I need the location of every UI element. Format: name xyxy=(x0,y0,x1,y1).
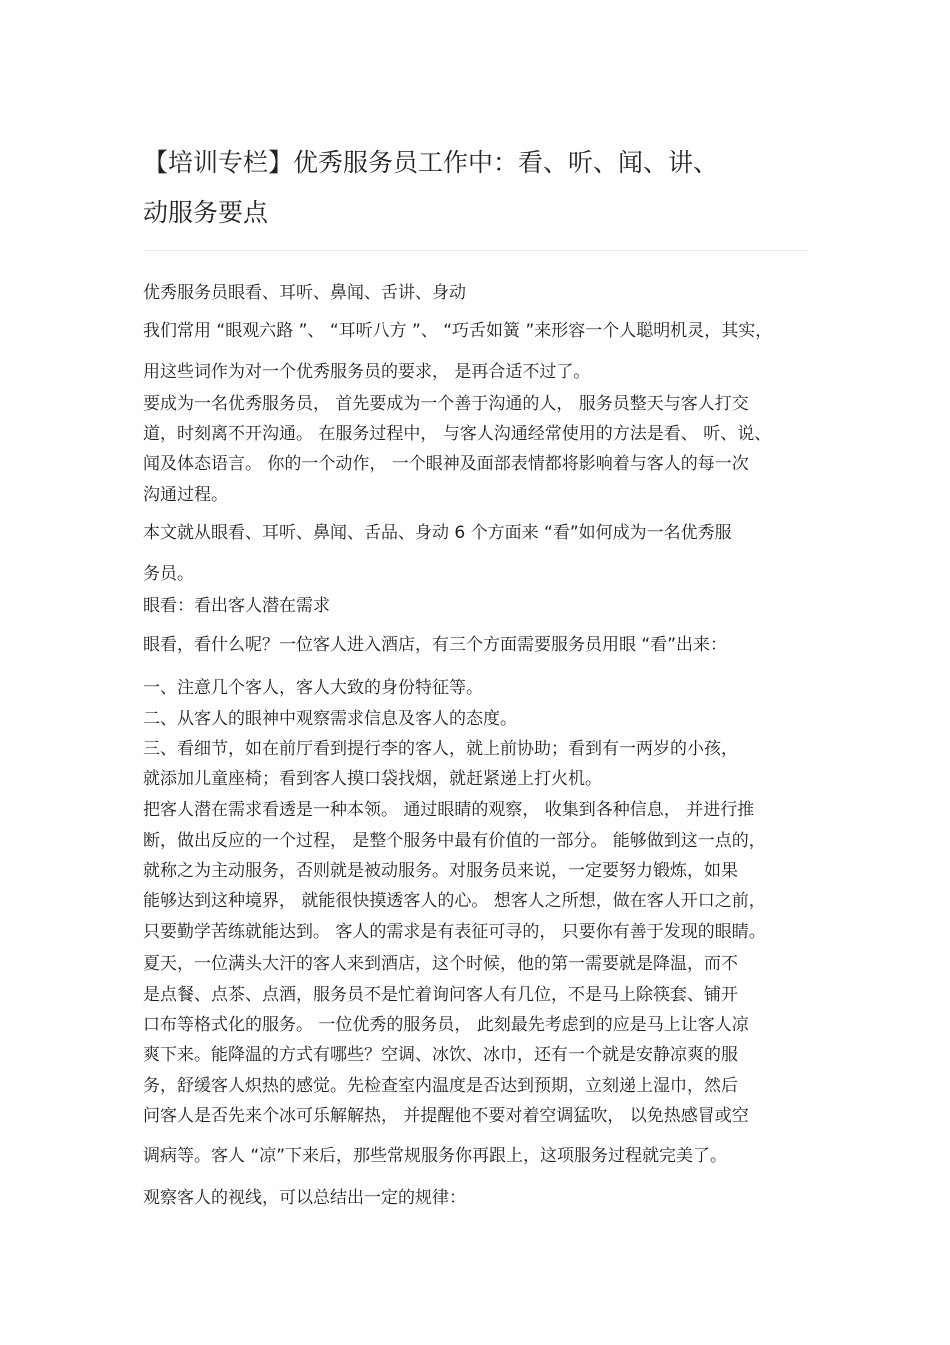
article-title-line-1: 【培训专栏】优秀服务员工作中：看、听、闻、讲、 xyxy=(143,148,719,177)
list-item: 三、看细节，如在前厅看到提行李的客人，就上前协助；看到有一两岁的小孩， xyxy=(143,739,738,759)
body-line: 务员。 xyxy=(143,564,194,584)
body-line: 问客人是否先来个冰可乐解解热， 并提醒他不要对着空调猛吹， 以免热感冒或空 xyxy=(143,1106,749,1126)
body-line: 道，时刻离不开沟通。 在服务过程中， 与客人沟通经常使用的方法是看、 听、说、 xyxy=(143,424,772,444)
body-line: 断，做出反应的一个过程， 是整个服务中最有价值的一部分。 能够做到这一点的， xyxy=(143,831,766,851)
list-item: 一、注意几个客人，客人大致的身份特征等。 xyxy=(143,678,483,698)
body-line: 沟通过程。 xyxy=(143,485,228,505)
body-line: 观察客人的视线，可以总结出一定的规律： xyxy=(143,1188,466,1208)
article-title xyxy=(143,138,813,238)
title-divider xyxy=(143,250,808,251)
subtitle-line: 优秀服务员眼看、耳听、鼻闻、舌讲、身动 xyxy=(143,283,466,303)
body-line: 是点餐、点茶、点酒，服务员不是忙着询问客人有几位，不是马上除筷套、铺开 xyxy=(143,985,738,1005)
body-line: 夏天，一位满头大汗的客人来到酒店，这个时候，他的第一需要就是降温，而不 xyxy=(143,954,738,974)
body-line: 我们常用 “眼观六路 ”、 “耳听八方 ”、 “巧舌如簧 ”来形容一个人聪明机灵，其实， xyxy=(143,321,773,341)
body-line: 爽下来。能降温的方式有哪些？空调、冰饮、冰巾，还有一个就是安静凉爽的服 xyxy=(143,1045,738,1065)
list-item: 就添加儿童座椅；看到客人摸口袋找烟，就赶紧递上打火机。 xyxy=(143,769,602,789)
section-heading: 眼看：看出客人潜在需求 xyxy=(143,596,330,616)
body-line: 要成为一名优秀服务员， 首先要成为一个善于沟通的人， 服务员整天与客人打交 xyxy=(143,394,749,414)
body-line: 能够达到这种境界， 就能很快摸透客人的心。 想客人之所想，做在客人开口之前， xyxy=(143,891,766,911)
body-line: 就称之为主动服务，否则就是被动服务。对服务员来说，一定要努力锻炼，如果 xyxy=(143,861,738,881)
body-line: 本文就从眼看、耳听、鼻闻、舌品、身动 6 个方面来 “看”如何成为一名优秀服 xyxy=(143,523,732,543)
body-line: 口布等格式化的服务。 一位优秀的服务员， 此刻最先考虑到的应是马上让客人凉 xyxy=(143,1015,749,1035)
article-title-line-2: 动服务要点 xyxy=(143,198,269,227)
body-line: 把客人潜在需求看透是一种本领。 通过眼睛的观察， 收集到各种信息， 并进行推 xyxy=(143,800,755,820)
body-line: 只要勤学苦练就能达到。 客人的需求是有表征可寻的， 只要你有善于发现的眼睛。 xyxy=(143,922,766,942)
body-line: 闻及体态语言。 你的一个动作， 一个眼神及面部表情都将影响着与客人的每一次 xyxy=(143,454,749,474)
body-line: 用这些词作为对一个优秀服务员的要求， 是再合适不过了。 xyxy=(143,362,591,382)
list-item: 二、从客人的眼神中观察需求信息及客人的态度。 xyxy=(143,709,517,729)
body-line: 务，舒缓客人炽热的感觉。先检查室内温度是否达到预期，立刻递上湿巾，然后 xyxy=(143,1076,738,1096)
body-line: 调病等。客人 “凉”下来后，那些常规服务你再跟上，这项服务过程就完美了。 xyxy=(143,1146,728,1166)
body-line: 眼看，看什么呢？一位客人进入酒店，有三个方面需要服务员用眼 “看”出来： xyxy=(143,635,728,655)
